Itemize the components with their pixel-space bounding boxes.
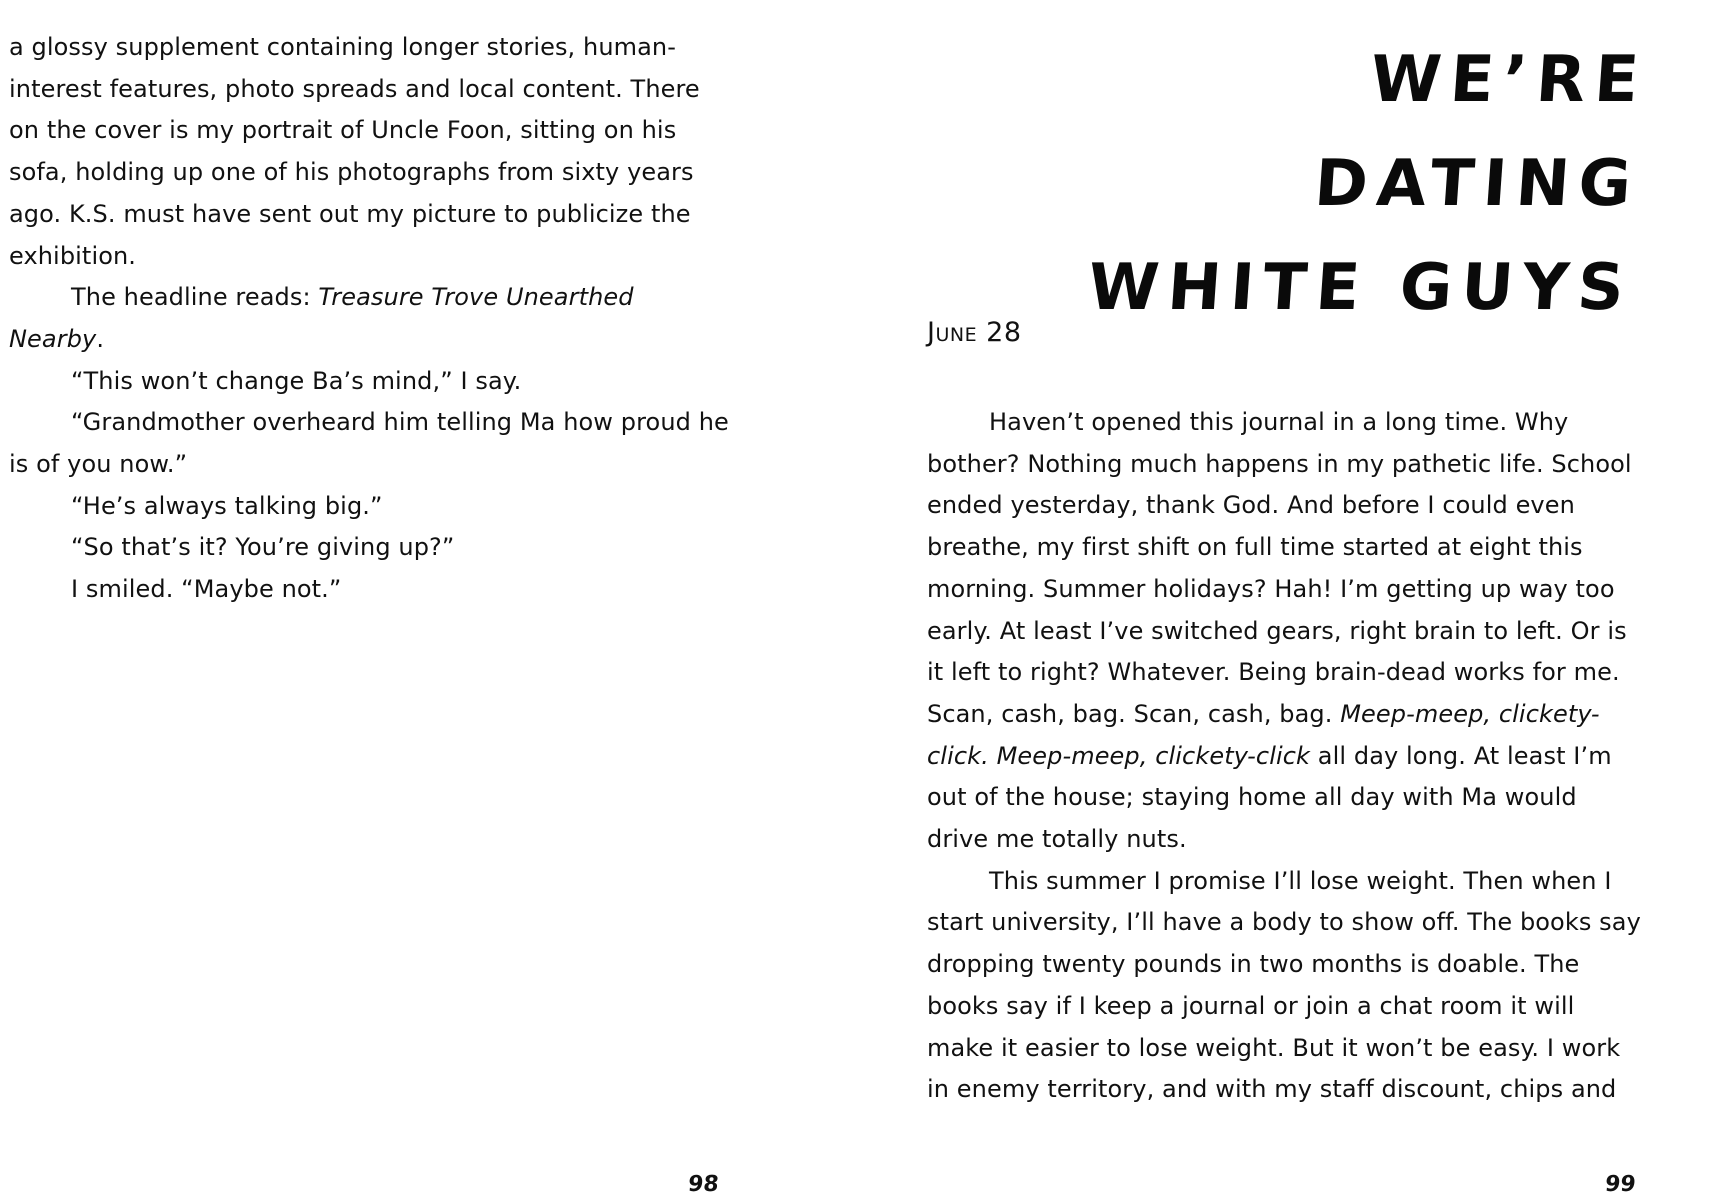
paragraph: I smiled. “Maybe not.”	[71, 575, 342, 604]
paragraph: “So that’s it? You’re giving up?”	[71, 533, 455, 562]
paragraph	[927, 402, 1642, 861]
journal-date: June 28	[927, 317, 1022, 348]
text-span: The headline reads:	[71, 283, 319, 312]
text-span: .	[96, 324, 105, 353]
left-page-text	[9, 27, 729, 611]
page-number-left: 98	[686, 1172, 720, 1197]
sound-italic: Meep-meep, clickety-click. Meep-meep, clickety-click	[927, 699, 1600, 770]
paragraph: “Grandmother overheard him telling Ma how proud he is of you now.”	[9, 408, 729, 479]
text-span: Haven’t opened this journal in a long time. Why bother? Nothing much happens in my pathetic life. School ended yesterday, thank God. And before I could even breathe, my first shift on full time started at eight this morning. Summer holidays? Hah! I’m getting up way too early. At least I’ve switched gears, right brain to left. Or is it left to right? Whatever. Being brain-dead works for me. Scan, cash, bag. Scan, cash, bag.	[927, 408, 1632, 728]
right-page-text	[927, 402, 1642, 1111]
paragraph: “This won’t change Ba’s mind,” I say.	[71, 366, 522, 395]
paragraph-headline	[9, 277, 729, 360]
chapter-title: WE’RE DATING WHITE GUYS	[1085, 43, 1650, 325]
text-span: all day long. At least I’m out of the house; staying home all day with Ma would drive me totally nuts.	[927, 741, 1612, 854]
paragraph: a glossy supplement containing longer stories, human-interest features, photo spreads and local content. There on the cover is my portrait of Uncle Foon, sitting on his sofa, holding up one of his photographs from sixty years ago. K.S. must have sent out my picture to publicize the exhibition.	[9, 33, 700, 270]
paragraph: This summer I promise I’ll lose weight. Then when I start university, I’ll have a body to show off. The books say dropping twenty pounds in two months is doable. The books say if I keep a journal or join a chat room it will make it easier to lose weight. But it won’t be easy. I work in enemy territory, and with my staff discount, chips and	[927, 866, 1641, 1104]
paragraph: “He’s always talking big.”	[71, 491, 383, 520]
headline-italic: Treasure Trove Unearthed Nearby	[9, 283, 634, 353]
page-number-right: 99	[1603, 1172, 1637, 1197]
